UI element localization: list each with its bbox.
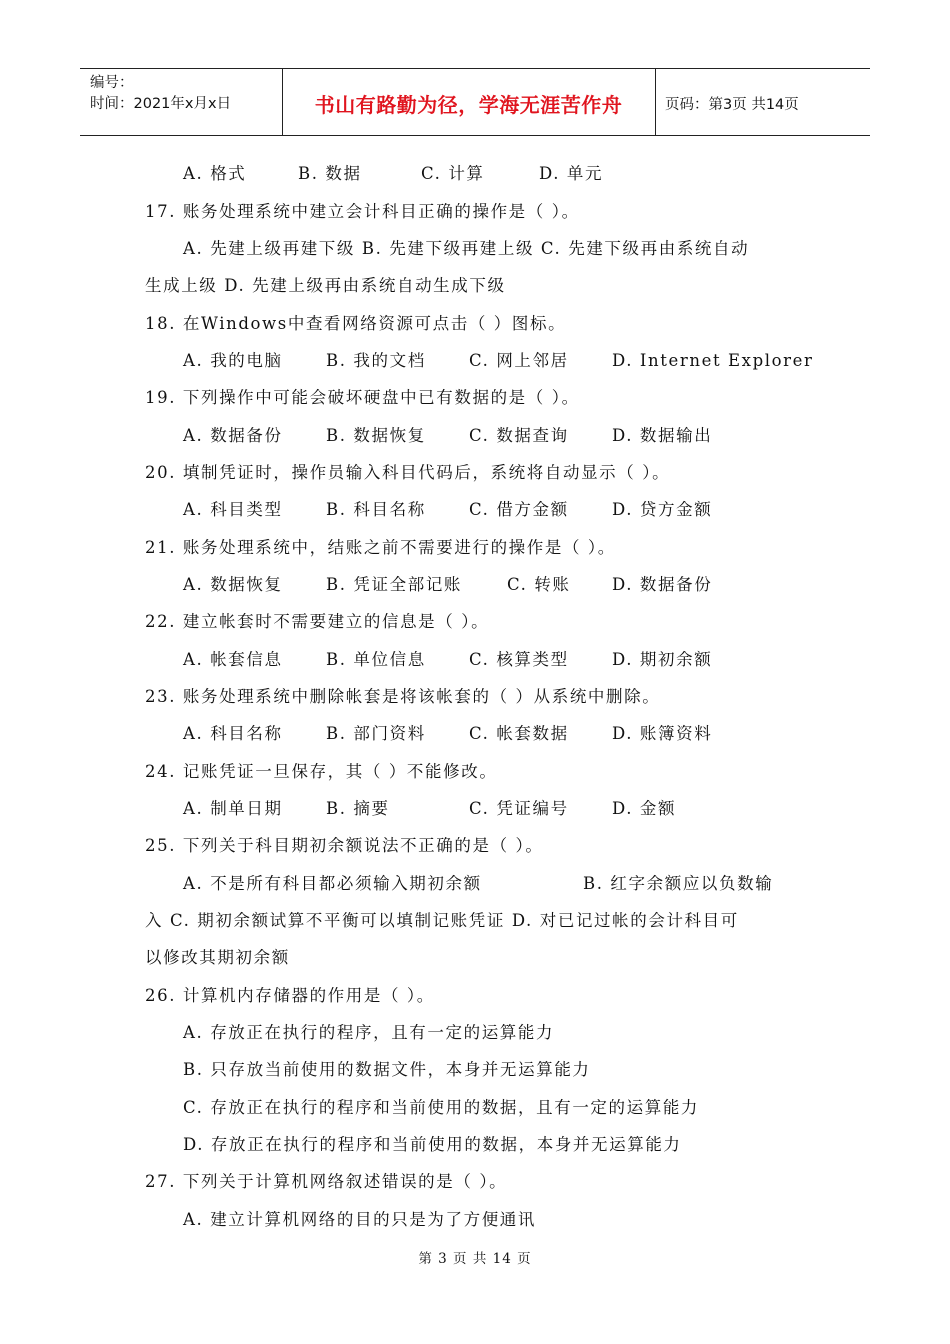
option: D. 单元 [539,164,604,183]
option: C. 核算类型 [469,650,569,669]
option: D. Internet Explorer [612,351,814,370]
option: A. 我的电脑 [183,351,283,370]
question-21: 21. 账务处理系统中，结账之前不需要进行的操作是（ ）。 [145,538,616,557]
options-line [183,646,712,670]
option: D. 数据输出 [612,426,713,445]
option-line: A. 建立计算机网络的目的只是为了方便通讯 [183,1210,537,1229]
option: B. 红字余额应以负数输 [583,874,774,893]
option: D. 贷方金额 [612,500,713,519]
option: D. 期初余额 [612,650,713,669]
option: C. 转账 [507,575,571,594]
question-25: 25. 下列关于科目期初余额说法不正确的是（ ）。 [145,836,544,855]
option: B. 凭证全部记账 [326,575,463,594]
header-motto: 书山有路勤为径，学海无涯苦作舟 [314,93,623,117]
option: B. 数据恢复 [326,426,426,445]
document-number: 编号： [90,75,134,91]
options-line [183,496,712,520]
options-line [183,795,676,819]
options-line [183,160,603,184]
header-page-info: 页码：第3页 共14页 [665,97,799,113]
question-20: 20. 填制凭证时，操作员输入科目代码后，系统将自动显示（ ）。 [145,463,671,482]
options-line [183,870,773,894]
option: D. 数据备份 [612,575,713,594]
option: C. 帐套数据 [469,724,569,743]
options-line: A. 先建上级再建下级 B. 先建下级再建上级 C. 先建下级再由系统自动 [183,239,750,258]
page-footer: 第 3 页 共 14 页 [418,1251,532,1267]
options-line [183,571,712,595]
option: C. 借方金额 [469,500,569,519]
option: C. 计算 [421,164,485,183]
option: D. 金额 [612,799,677,818]
option: B. 单位信息 [326,650,426,669]
header-meta [90,73,231,115]
question-19: 19. 下列操作中可能会破坏硬盘中已有数据的是（ ）。 [145,388,580,407]
option: C. 凭证编号 [469,799,569,818]
option: A. 不是所有科目都必须输入期初余额 [183,874,482,893]
option-line: B. 只存放当前使用的数据文件，本身并无运算能力 [183,1060,591,1079]
options-line [183,720,712,744]
question-22: 22. 建立帐套时不需要建立的信息是（ ）。 [145,612,490,631]
option: B. 摘要 [326,799,390,818]
option: A. 科目名称 [183,724,283,743]
option: A. 制单日期 [183,799,283,818]
options-line-wrap: 以修改其期初余额 [145,948,290,967]
question-18: 18. 在Windows中查看网络资源可点击（ ）图标。 [145,314,567,333]
option: B. 我的文档 [326,351,426,370]
option: A. 格式 [183,164,247,183]
option: C. 网上邻居 [469,351,569,370]
document-date: 时间：2021年x月x日 [90,96,232,112]
question-23: 23. 账务处理系统中删除帐套是将该帐套的（ ）从系统中删除。 [145,687,661,706]
option: B. 数据 [298,164,362,183]
option-line: C. 存放正在执行的程序和当前使用的数据，且有一定的运算能力 [183,1098,700,1117]
option: A. 帐套信息 [183,650,283,669]
question-17: 17. 账务处理系统中建立会计科目正确的操作是（ ）。 [145,202,580,221]
option: B. 部门资料 [326,724,426,743]
option: A. 数据恢复 [183,575,283,594]
option-line: D. 存放正在执行的程序和当前使用的数据，本身并无运算能力 [183,1135,682,1154]
option: A. 科目类型 [183,500,283,519]
option: C. 数据查询 [469,426,569,445]
page-header [80,68,870,136]
options-line [183,422,712,446]
options-line-wrap: 生成上级 D. 先建上级再由系统自动生成下级 [145,276,506,295]
options-line [183,347,814,371]
options-line-wrap: 入 C. 期初余额试算不平衡可以填制记账凭证 D. 对已记过帐的会计科目可 [145,911,739,930]
question-26: 26. 计算机内存储器的作用是（ ）。 [145,986,435,1005]
option: D. 账簿资料 [612,724,713,743]
question-27: 27. 下列关于计算机网络叙述错误的是（ ）。 [145,1172,508,1191]
question-24: 24. 记账凭证一旦保存，其（ ）不能修改。 [145,762,498,781]
option: B. 科目名称 [326,500,426,519]
option-line: A. 存放正在执行的程序，且有一定的运算能力 [183,1023,555,1042]
header-divider [655,69,656,135]
option: A. 数据备份 [183,426,283,445]
